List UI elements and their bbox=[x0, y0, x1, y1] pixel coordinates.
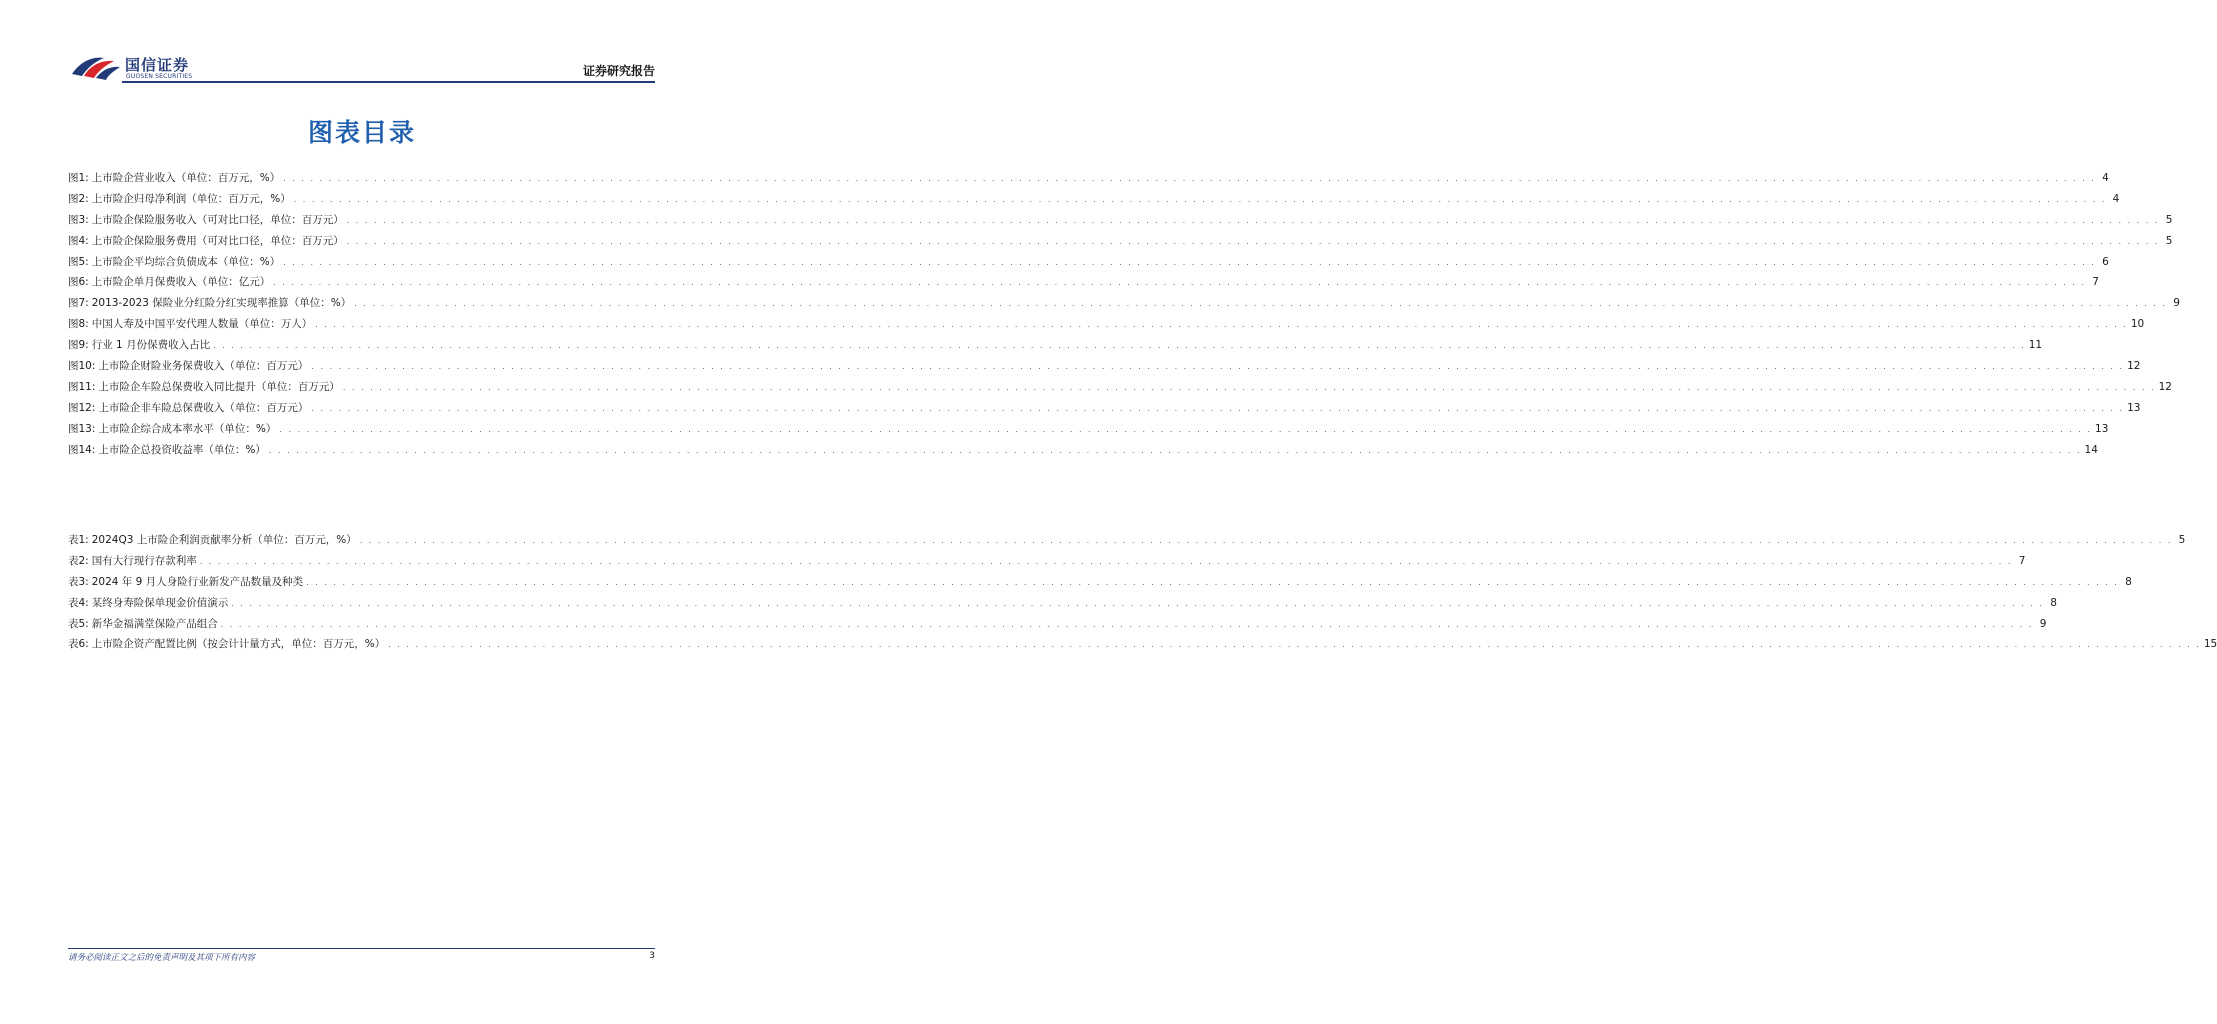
table-entry-label: 表3: bbox=[68, 575, 89, 588]
figure-entry[interactable] bbox=[68, 316, 2145, 337]
figure-entry[interactable] bbox=[68, 295, 2180, 316]
figure-entry-title: 中国人寿及中国平安代理人数量（单位：万人） bbox=[91, 318, 313, 331]
figure-entry-title: 上市险企非车险总保费收入（单位：百万元） bbox=[98, 401, 309, 414]
figure-entry-label: 图11: bbox=[68, 380, 96, 393]
footer-disclaimer: 请务必阅读正文之后的免责声明及其项下所有内容 bbox=[68, 953, 256, 963]
table-entry[interactable] bbox=[68, 553, 2026, 574]
figure-entry-label: 图13: bbox=[68, 422, 96, 435]
figure-entry-label: 图5: bbox=[68, 255, 89, 268]
table-list bbox=[68, 532, 2217, 657]
dot-leader: . . . . . . . . . . . . . . . . . . . . . . . . . . . . . . . . . . . . . . . . . . . . . . . . . . . . . . . . . . . . . . . . . . . . . . . . . . . . . . . . . . . . . . . . . . . . . . . . . . . . . . . . . . . . . . . . . . . . . . . . . . . . . . . . . . . . . . . . . . . . . . . . . . . . . . . . . . . . . . . . . . . . . . . . . . . . . . . . . . . . . . . . . . . . . . . . . . . . . . . . bbox=[306, 577, 2119, 587]
table-entry-label: 表5: bbox=[68, 617, 89, 630]
figure-entry-title: 上市险企综合成本率水平（单位：%） bbox=[98, 422, 277, 435]
figure-entry[interactable] bbox=[68, 337, 2043, 358]
figure-entry-page: 11 bbox=[2028, 339, 2043, 352]
table-entry-label: 表4: bbox=[68, 596, 89, 609]
figure-entry-page: 5 bbox=[2165, 213, 2173, 226]
figure-entry-page: 7 bbox=[2092, 276, 2099, 289]
figure-entry-page: 5 bbox=[2165, 234, 2173, 247]
table-entry-title: 2024Q3 上市险企利润贡献率分析（单位：百万元，%） bbox=[91, 534, 357, 546]
figure-entry-label: 图12: bbox=[68, 401, 96, 414]
table-entry-page: 8 bbox=[2125, 575, 2132, 588]
figure-entry-label: 图3: bbox=[68, 213, 89, 226]
figure-entry[interactable] bbox=[68, 233, 2173, 254]
table-entry-label: 表2: bbox=[68, 554, 89, 567]
dot-leader: . . . . . . . . . . . . . . . . . . . . . . . . . . . . . . . . . . . . . . . . . . . . . . . . . . . . . . . . . . . . . . . . . . . . . . . . . . . . . . . . . . . . . . . . . . . . . . . . . . . . . . . . . . . . . . . . . . . . . . . . . . . . . . . . . . . . . . . . . . . . . . . . . . . . . . . . . . . . . . . . . . . . . . . . . . . . . . . . . . . . . . . . . . . . . . . . . . . . . . . . bbox=[346, 215, 2160, 225]
figure-entry-label: 图2: bbox=[68, 192, 89, 205]
figure-entry-title: 上市险企归母净利润（单位：百万元，%） bbox=[91, 192, 291, 205]
table-entry[interactable] bbox=[68, 532, 2186, 553]
figure-entry-page: 4 bbox=[2112, 192, 2120, 205]
figure-entry-page: 9 bbox=[2173, 297, 2180, 310]
table-entry-label: 表1: bbox=[68, 534, 89, 546]
report-type: 证券研究报告 bbox=[582, 64, 655, 78]
dot-leader: . . . . . . . . . . . . . . . . . . . . . . . . . . . . . . . . . . . . . . . . . . . . . . . . . . . . . . . . . . . . . . . . . . . . . . . . . . . . . . . . . . . . . . . . . . . . . . . . . . . . . . . . . . . . . . . . . . . . . . . . . . . . . . . . . . . . . . . . . . . . . . . . . . . . . . . . . . . . . . . . . . . . . . . . . . . . . . . . . . . . . . . . . . . . . . . . . . . . . . . . bbox=[268, 445, 2082, 455]
table-entry-title: 国有大行现行存款利率 bbox=[91, 554, 197, 567]
figure-entry[interactable] bbox=[68, 274, 2099, 295]
dot-leader: . . . . . . . . . . . . . . . . . . . . . . . . . . . . . . . . . . . . . . . . . . . . . . . . . . . . . . . . . . . . . . . . . . . . . . . . . . . . . . . . . . . . . . . . . . . . . . . . . . . . . . . . . . . . . . . . . . . . . . . . . . . . . . . . . . . . . . . . . . . . . . . . . . . . . . . . . . . . . . . . . . . . . . . . . . . . . . . . . . . . . . . . . . . . . . . . . . . . . . . . bbox=[283, 174, 2096, 183]
dot-leader: . . . . . . . . . . . . . . . . . . . . . . . . . . . . . . . . . . . . . . . . . . . . . . . . . . . . . . . . . . . . . . . . . . . . . . . . . . . . . . . . . . . . . . . . . . . . . . . . . . . . . . . . . . . . . . . . . . . . . . . . . . . . . . . . . . . . . . . . . . . . . . . . . . . . . . . . . . . . . . . . . . . . . . . . . . . . . . . . . . . . . . . . . . . . . . . . . . . . . . . . bbox=[315, 320, 2128, 330]
dot-leader: . . . . . . . . . . . . . . . . . . . . . . . . . . . . . . . . . . . . . . . . . . . . . . . . . . . . . . . . . . . . . . . . . . . . . . . . . . . . . . . . . . . . . . . . . . . . . . . . . . . . . . . . . . . . . . . . . . . . . . . . . . . . . . . . . . . . . . . . . . . . . . . . . . . . . . . . . . . . . . . . . . . . . . . . . . . . . . . . . . . . . . . . . . . . . . . . . . . . . . . . bbox=[359, 536, 2173, 545]
figure-entry-label: 图4: bbox=[68, 234, 89, 247]
logo-chinese-text: 国信证券 bbox=[125, 56, 190, 74]
figure-entry-page: 10 bbox=[2130, 318, 2145, 331]
dot-leader: . . . . . . . . . . . . . . . . . . . . . . . . . . . . . . . . . . . . . . . . . . . . . . . . . . . . . . . . . . . . . . . . . . . . . . . . . . . . . . . . . . . . . . . . . . . . . . . . . . . . . . . . . . . . . . . . . . . . . . . . . . . . . . . . . . . . . . . . . . . . . . . . . . . . . . . . . . . . . . . . . . . . . . . . . . . . . . . . . . . . . . . . . . . . . . . . . . . . . . . . bbox=[283, 257, 2096, 267]
figure-entry-title: 上市险企总投资收益率（单位：%） bbox=[98, 443, 266, 456]
table-entry[interactable] bbox=[68, 616, 2047, 637]
figure-entry-page: 14 bbox=[2084, 443, 2098, 456]
figure-entry-page: 12 bbox=[2127, 360, 2141, 373]
page-number: 3 bbox=[649, 951, 655, 961]
logo-english-text: GUOSEN SECURITIES bbox=[126, 73, 193, 80]
figure-entry-page: 13 bbox=[2127, 401, 2141, 414]
table-entry-title: 新华金福满堂保险产品组合 bbox=[91, 617, 218, 630]
dot-leader: . . . . . . . . . . . . . . . . . . . . . . . . . . . . . . . . . . . . . . . . . . . . . . . . . . . . . . . . . . . . . . . . . . . . . . . . . . . . . . . . . . . . . . . . . . . . . . . . . . . . . . . . . . . . . . . . . . . . . . . . . . . . . . . . . . . . . . . . . . . . . . . . . . . . . . . . . . . . . . . . . . . . . . . . . . . . . . . . . . . . . . . . . . . . . . . . . . . . . . . . bbox=[220, 619, 2034, 629]
header-divider bbox=[122, 81, 655, 83]
figure-entry[interactable] bbox=[68, 191, 2120, 212]
table-entry-title: 上市险企资产配置比例（按会计计量方式，单位：百万元，%） bbox=[91, 638, 386, 651]
figure-entry[interactable] bbox=[68, 358, 2141, 379]
table-entry-title: 某终身寿险保单现金价值演示 bbox=[91, 596, 229, 609]
table-entry[interactable] bbox=[68, 595, 2057, 616]
figure-entry[interactable] bbox=[68, 379, 2172, 400]
figure-entry-label: 图1: bbox=[68, 172, 89, 184]
figure-entry-title: 上市险企保险服务费用（可对比口径，单位：百万元） bbox=[91, 234, 344, 247]
figure-entry-label: 图14: bbox=[68, 443, 96, 456]
dot-leader: . . . . . . . . . . . . . . . . . . . . . . . . . . . . . . . . . . . . . . . . . . . . . . . . . . . . . . . . . . . . . . . . . . . . . . . . . . . . . . . . . . . . . . . . . . . . . . . . . . . . . . . . . . . . . . . . . . . . . . . . . . . . . . . . . . . . . . . . . . . . . . . . . . . . . . . . . . . . . . . . . . . . . . . . . . . . . . . . . . . . . . . . . . . . . . . . . . . . . . . . bbox=[231, 598, 2044, 608]
table-entry-page: 8 bbox=[2050, 596, 2057, 609]
dot-leader: . . . . . . . . . . . . . . . . . . . . . . . . . . . . . . . . . . . . . . . . . . . . . . . . . . . . . . . . . . . . . . . . . . . . . . . . . . . . . . . . . . . . . . . . . . . . . . . . . . . . . . . . . . . . . . . . . . . . . . . . . . . . . . . . . . . . . . . . . . . . . . . . . . . . . . . . . . . . . . . . . . . . . . . . . . . . . . . . . . . . . . . . . . . . . . . . . . . . . . . . bbox=[213, 341, 2026, 351]
table-entry-page: 7 bbox=[2018, 554, 2026, 567]
table-entry-page: 15 bbox=[2203, 638, 2217, 651]
figure-entry-page: 13 bbox=[2095, 422, 2109, 435]
guosen-logo bbox=[70, 52, 230, 84]
figure-entry[interactable] bbox=[68, 170, 2109, 191]
figure-entry[interactable] bbox=[68, 254, 2109, 275]
figure-entry-title: 上市险企平均综合负债成本（单位：%） bbox=[91, 255, 281, 268]
figure-entry-title: 上市险企车险总保费收入同比提升（单位：百万元） bbox=[98, 380, 340, 393]
dot-leader: . . . . . . . . . . . . . . . . . . . . . . . . . . . . . . . . . . . . . . . . . . . . . . . . . . . . . . . . . . . . . . . . . . . . . . . . . . . . . . . . . . . . . . . . . . . . . . . . . . . . . . . . . . . . . . . . . . . . . . . . . . . . . . . . . . . . . . . . . . . . . . . . . . . . . . . . . . . . . . . . . . . . . . . . . . . . . . . . . . . . . . . . . . . . . . . . . . . . . . . . bbox=[273, 278, 2086, 288]
dot-leader: . . . . . . . . . . . . . . . . . . . . . . . . . . . . . . . . . . . . . . . . . . . . . . . . . . . . . . . . . . . . . . . . . . . . . . . . . . . . . . . . . . . . . . . . . . . . . . . . . . . . . . . . . . . . . . . . . . . . . . . . . . . . . . . . . . . . . . . . . . . . . . . . . . . . . . . . . . . . . . . . . . . . . . . . . . . . . . . . . . . . . . . . . . . . . . . . . . . . . . . . bbox=[199, 556, 2013, 566]
dot-leader: . . . . . . . . . . . . . . . . . . . . . . . . . . . . . . . . . . . . . . . . . . . . . . . . . . . . . . . . . . . . . . . . . . . . . . . . . . . . . . . . . . . . . . . . . . . . . . . . . . . . . . . . . . . . . . . . . . . . . . . . . . . . . . . . . . . . . . . . . . . . . . . . . . . . . . . . . . . . . . . . . . . . . . . . . . . . . . . . . . . . . . . . . . . . . . . . . . . . . . . . bbox=[279, 424, 2093, 434]
figure-list bbox=[68, 170, 2180, 462]
figure-entry-page: 12 bbox=[2158, 380, 2172, 393]
dot-leader: . . . . . . . . . . . . . . . . . . . . . . . . . . . . . . . . . . . . . . . . . . . . . . . . . . . . . . . . . . . . . . . . . . . . . . . . . . . . . . . . . . . . . . . . . . . . . . . . . . . . . . . . . . . . . . . . . . . . . . . . . . . . . . . . . . . . . . . . . . . . . . . . . . . . . . . . . . . . . . . . . . . . . . . . . . . . . . . . . . . . . . . . . . . . . . . . . . . . . . . . bbox=[388, 640, 2201, 650]
dot-leader: . . . . . . . . . . . . . . . . . . . . . . . . . . . . . . . . . . . . . . . . . . . . . . . . . . . . . . . . . . . . . . . . . . . . . . . . . . . . . . . . . . . . . . . . . . . . . . . . . . . . . . . . . . . . . . . . . . . . . . . . . . . . . . . . . . . . . . . . . . . . . . . . . . . . . . . . . . . . . . . . . . . . . . . . . . . . . . . . . . . . . . . . . . . . . . . . . . . . . . . . bbox=[346, 236, 2160, 246]
dot-leader: . . . . . . . . . . . . . . . . . . . . . . . . . . . . . . . . . . . . . . . . . . . . . . . . . . . . . . . . . . . . . . . . . . . . . . . . . . . . . . . . . . . . . . . . . . . . . . . . . . . . . . . . . . . . . . . . . . . . . . . . . . . . . . . . . . . . . . . . . . . . . . . . . . . . . . . . . . . . . . . . . . . . . . . . . . . . . . . . . . . . . . . . . . . . . . . . . . . . . . . . bbox=[311, 403, 2125, 413]
figure-entry[interactable] bbox=[68, 442, 2098, 463]
figure-entry[interactable] bbox=[68, 400, 2141, 421]
table-entry[interactable] bbox=[68, 636, 2217, 657]
figure-entry-title: 上市险企保险服务收入（可对比口径，单位：百万元） bbox=[91, 213, 344, 226]
figure-entry-label: 图10: bbox=[68, 360, 96, 373]
dot-leader: . . . . . . . . . . . . . . . . . . . . . . . . . . . . . . . . . . . . . . . . . . . . . . . . . . . . . . . . . . . . . . . . . . . . . . . . . . . . . . . . . . . . . . . . . . . . . . . . . . . . . . . . . . . . . . . . . . . . . . . . . . . . . . . . . . . . . . . . . . . . . . . . . . . . . . . . . . . . . . . . . . . . . . . . . . . . . . . . . . . . . . . . . . . . . . . . . . . . . . . . bbox=[293, 194, 2107, 204]
table-entry-page: 5 bbox=[2178, 534, 2186, 546]
figure-entry-label: 图9: bbox=[68, 339, 89, 352]
figure-entry-page: 6 bbox=[2102, 255, 2109, 268]
figure-entry[interactable] bbox=[68, 212, 2173, 233]
table-entry-label: 表6: bbox=[68, 638, 89, 651]
figure-entry-page: 4 bbox=[2102, 172, 2109, 184]
dot-leader: . . . . . . . . . . . . . . . . . . . . . . . . . . . . . . . . . . . . . . . . . . . . . . . . . . . . . . . . . . . . . . . . . . . . . . . . . . . . . . . . . . . . . . . . . . . . . . . . . . . . . . . . . . . . . . . . . . . . . . . . . . . . . . . . . . . . . . . . . . . . . . . . . . . . . . . . . . . . . . . . . . . . . . . . . . . . . . . . . . . . . . . . . . . . . . . . . . . . . . . . bbox=[354, 299, 2167, 309]
footer-divider bbox=[68, 948, 655, 949]
figure-entry-label: 图7: bbox=[68, 297, 89, 310]
table-entry-title: 2024 年 9 月人身险行业新发产品数量及种类 bbox=[91, 575, 304, 588]
guosen-logo-mark bbox=[70, 52, 122, 82]
dot-leader: . . . . . . . . . . . . . . . . . . . . . . . . . . . . . . . . . . . . . . . . . . . . . . . . . . . . . . . . . . . . . . . . . . . . . . . . . . . . . . . . . . . . . . . . . . . . . . . . . . . . . . . . . . . . . . . . . . . . . . . . . . . . . . . . . . . . . . . . . . . . . . . . . . . . . . . . . . . . . . . . . . . . . . . . . . . . . . . . . . . . . . . . . . . . . . . . . . . . . . . . bbox=[311, 362, 2125, 372]
figure-entry-label: 图6: bbox=[68, 276, 89, 289]
figure-entry-title: 上市险企营业收入（单位：百万元，%） bbox=[91, 172, 281, 184]
figure-entry-title: 上市险企单月保费收入（单位：亿元） bbox=[91, 276, 271, 289]
figure-entry-title: 上市险企财险业务保费收入（单位：百万元） bbox=[98, 360, 309, 373]
figure-entry-title: 行业 1 月份保费收入占比 bbox=[91, 339, 211, 352]
figure-entry[interactable] bbox=[68, 421, 2109, 442]
figure-entry-title: 2013-2023 保险业分红险分红实现率推算（单位：%） bbox=[91, 297, 352, 310]
page-title: 图表目录 bbox=[307, 118, 416, 147]
table-entry[interactable] bbox=[68, 574, 2132, 595]
table-entry-page: 9 bbox=[2039, 617, 2047, 630]
figure-entry-label: 图8: bbox=[68, 318, 89, 331]
dot-leader: . . . . . . . . . . . . . . . . . . . . . . . . . . . . . . . . . . . . . . . . . . . . . . . . . . . . . . . . . . . . . . . . . . . . . . . . . . . . . . . . . . . . . . . . . . . . . . . . . . . . . . . . . . . . . . . . . . . . . . . . . . . . . . . . . . . . . . . . . . . . . . . . . . . . . . . . . . . . . . . . . . . . . . . . . . . . . . . . . . . . . . . . . . . . . . . . . . . . . . . . bbox=[342, 382, 2156, 392]
